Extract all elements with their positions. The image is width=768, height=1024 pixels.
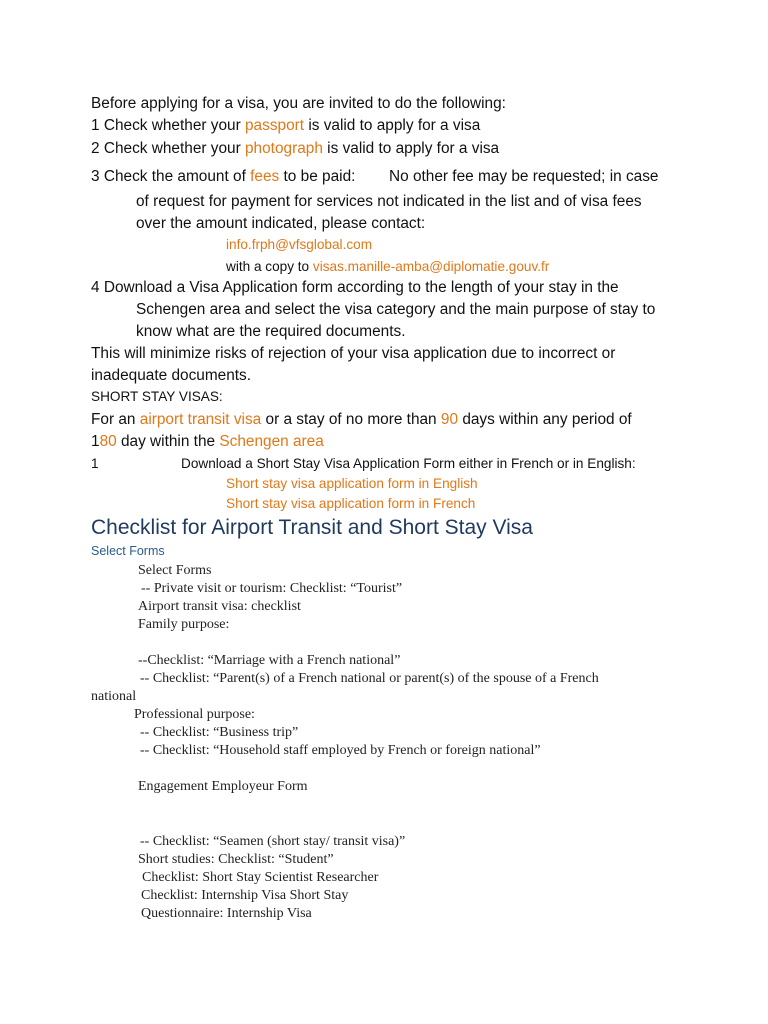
days-180: 80 bbox=[99, 433, 117, 450]
text: or a stay of no more than bbox=[265, 411, 437, 428]
step-3-note: No other fee may be requested; in case bbox=[389, 168, 659, 185]
checklist-internship[interactable]: Checklist: Internship Visa Short Stay bbox=[141, 888, 349, 903]
step-number: 2 bbox=[91, 140, 100, 157]
step-text: is valid to apply for a visa bbox=[308, 117, 481, 134]
form-french-link[interactable]: Short stay visa application form in French bbox=[226, 496, 476, 511]
step-3-continuation: over the amount indicated, please contact: bbox=[136, 215, 426, 232]
step-3 bbox=[91, 168, 355, 186]
checklist-tourist[interactable]: -- Private visit or tourism: Checklist: “Tourist” bbox=[141, 581, 403, 596]
checklist-household-staff[interactable]: -- Checklist: “Household staff employed by French or foreign national” bbox=[140, 743, 541, 758]
checklist-business-trip[interactable]: -- Checklist: “Business trip” bbox=[140, 725, 299, 740]
schengen-area-link[interactable]: Schengen area bbox=[219, 433, 324, 450]
short-stay-heading: SHORT STAY VISAS: bbox=[91, 389, 223, 404]
text: days within any period of bbox=[462, 411, 632, 428]
checklist-airport-transit[interactable]: Airport transit visa: checklist bbox=[138, 599, 301, 614]
engagement-employeur-form[interactable]: Engagement Employeur Form bbox=[138, 779, 308, 794]
for-an-line bbox=[91, 411, 632, 429]
airport-transit-visa-link[interactable]: airport transit visa bbox=[139, 411, 262, 428]
select-forms-label: Select Forms bbox=[91, 544, 165, 558]
checklist-parents-continuation: national bbox=[91, 689, 137, 704]
download-number: 1 bbox=[91, 456, 99, 471]
text: 1 bbox=[91, 433, 100, 450]
questionnaire-internship[interactable]: Questionnaire: Internship Visa bbox=[141, 906, 312, 921]
step-4-continuation: Schengen area and select the visa category and the main purpose of stay to bbox=[136, 301, 656, 318]
checklist-scientist[interactable]: Checklist: Short Stay Scientist Researcher bbox=[142, 870, 379, 885]
step-text: Check whether your bbox=[103, 117, 241, 134]
step-1 bbox=[91, 117, 480, 135]
intro-text: Before applying for a visa, you are invited to do the following: bbox=[91, 95, 506, 112]
professional-purpose-label: Professional purpose: bbox=[134, 707, 255, 722]
step-text: to be paid: bbox=[283, 168, 356, 185]
for-an-line-2 bbox=[91, 433, 324, 451]
fees-link[interactable]: fees bbox=[250, 168, 280, 185]
download-text: Download a Short Stay Visa Application Form either in French or in English: bbox=[181, 456, 636, 471]
family-purpose-label: Family purpose: bbox=[138, 617, 230, 632]
checklist-marriage[interactable]: --Checklist: “Marriage with a French national” bbox=[138, 653, 401, 668]
copy-line bbox=[226, 259, 549, 274]
step-4-continuation: know what are the required documents. bbox=[136, 323, 406, 340]
step-number: 1 bbox=[91, 117, 100, 134]
checklist-student[interactable]: Short studies: Checklist: “Student” bbox=[138, 852, 334, 867]
checklist-parents[interactable]: -- Checklist: “Parent(s) of a French national or parent(s) of the spouse of a French bbox=[140, 671, 599, 686]
select-forms-text: Select Forms bbox=[138, 563, 212, 578]
text: For an bbox=[91, 411, 136, 428]
checklist-heading: Checklist for Airport Transit and Short Stay Visa bbox=[91, 516, 533, 539]
step-number: 3 bbox=[91, 168, 100, 185]
step-text: Check the amount of bbox=[103, 168, 246, 185]
step-text: Check whether your bbox=[103, 140, 241, 157]
form-english-link[interactable]: Short stay visa application form in English bbox=[226, 476, 478, 491]
step-3-continuation: of request for payment for services not indicated in the list and of visa fees bbox=[136, 193, 642, 210]
step-number: 4 bbox=[91, 279, 100, 296]
step-text: Download a Visa Application form according to the length of your stay in the bbox=[103, 279, 619, 296]
embassy-email-link[interactable]: visas.manille-amba@diplomatie.gouv.fr bbox=[312, 259, 550, 274]
checklist-seamen[interactable]: -- Checklist: “Seamen (short stay/ transit visa)” bbox=[140, 834, 406, 849]
minimize-text: inadequate documents. bbox=[91, 367, 252, 384]
vfs-email-link[interactable]: info.frph@vfsglobal.com bbox=[226, 237, 373, 252]
days-90: 90 bbox=[440, 411, 459, 428]
step-text: is valid to apply for a visa bbox=[327, 140, 500, 157]
passport-link[interactable]: passport bbox=[245, 117, 305, 134]
step-4 bbox=[91, 279, 619, 297]
photograph-link[interactable]: photograph bbox=[245, 140, 323, 157]
copy-prefix: with a copy to bbox=[226, 259, 310, 274]
text: day within the bbox=[120, 433, 216, 450]
minimize-text: This will minimize risks of rejection of your visa application due to incorrect or bbox=[91, 345, 616, 362]
step-2 bbox=[91, 140, 499, 158]
